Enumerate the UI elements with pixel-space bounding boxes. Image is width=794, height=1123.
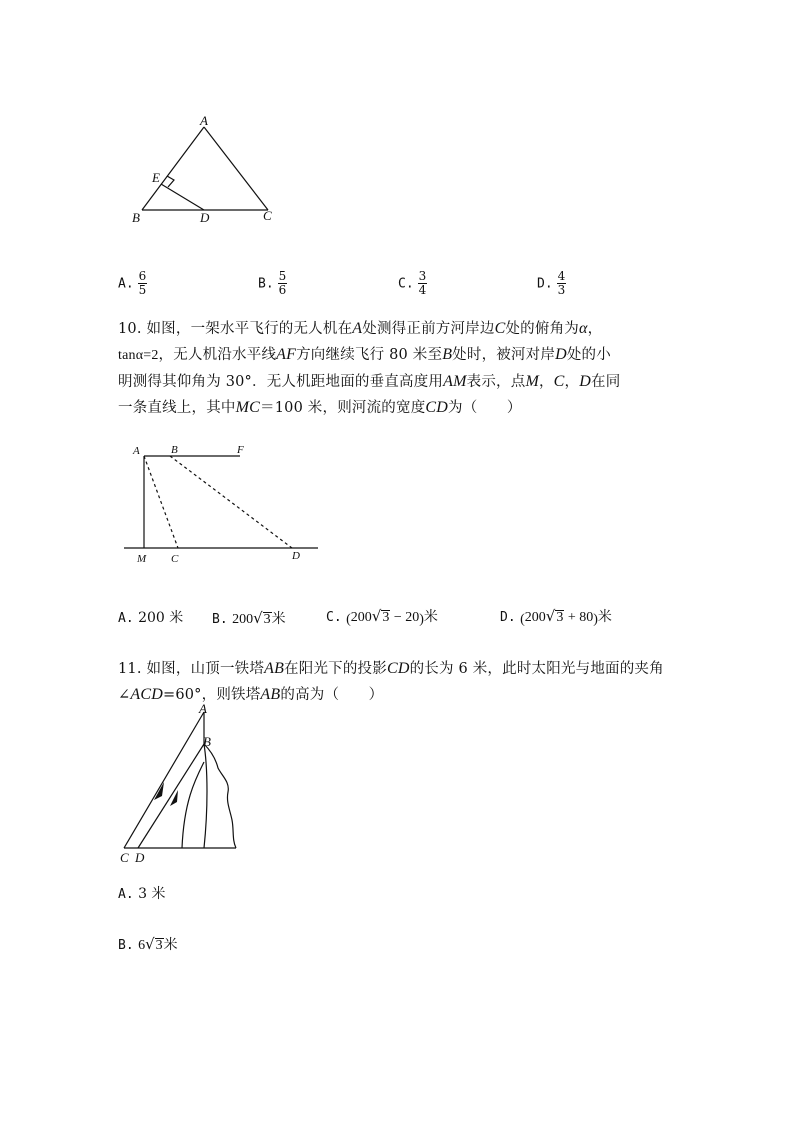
side-ab [142,127,204,210]
label-c: C [120,850,129,865]
arrow-1 [154,782,164,800]
tower-figure [112,700,252,870]
q10-option-c[interactable]: C. (200√3 − 20)米 [326,607,438,627]
q9-option-a[interactable]: A. $\frac{6}{5}$ [118,269,147,297]
label-f: F [237,444,244,456]
label-c: C [263,208,272,223]
drone-figure [120,440,330,570]
segment-ed [161,184,204,210]
question-11-text: 11. 如图，山顶一铁塔AB在阳光下的投影CD的长为 6 米，此时太阳光与地面的夹角 ∠ACD=60°，则铁塔AB的高为（ ） [118,660,664,703]
label-b: B [171,444,178,456]
label-m: M [137,553,147,565]
mountain-outline [204,744,236,848]
label-a: A [133,445,140,457]
label-d: D [200,210,210,225]
q10-option-b[interactable]: B. 200√3米 [212,609,286,627]
sight-line-bd [170,456,292,548]
label-a: A [199,701,207,716]
q9-option-c[interactable]: C. $\frac{3}{4}$ [398,269,427,297]
question-10-text: 10. 如图，一架水平飞行的无人机在A处测得正前方河岸边C处的俯角为α， tanα=2，无人机沿水平线AF方向继续飞行 80 米至B处时，被河对岸D处的小 明测得其仰角为 30°．无人机距地面的垂直高度用AM表示，点M，C，D在同 一条直线上，其中MC＝100 米，则河流的宽度CD为（ ） [118,320,621,416]
mountain-ridge-1 [204,744,207,848]
label-a: A [200,113,208,128]
q9-option-d[interactable]: D. $\frac{4}{3}$ [537,269,566,297]
label-d: D [135,850,145,865]
label-d: D [292,550,300,562]
sight-line-ac [144,456,178,548]
q10-option-a[interactable]: A. 200 米 [118,610,184,626]
q11-option-b[interactable]: B. 6√3米 [118,935,178,953]
sunray-ac [124,712,204,848]
sunray-bd [138,744,204,848]
right-angle-mark [167,176,174,187]
triangle-figure [128,112,288,232]
q9-option-b[interactable]: B. $\frac{5}{6}$ [258,269,287,297]
arrow-2 [170,790,178,806]
side-ac [204,127,268,210]
label-e: E [152,170,160,185]
label-c: C [171,553,179,565]
q10-option-d[interactable]: D. (200√3 + 80)米 [500,607,612,627]
label-b: B [203,734,211,749]
q11-option-a[interactable]: A. 3 米 [118,886,166,902]
mountain-ridge-2 [182,762,204,848]
label-b: B [132,210,140,225]
